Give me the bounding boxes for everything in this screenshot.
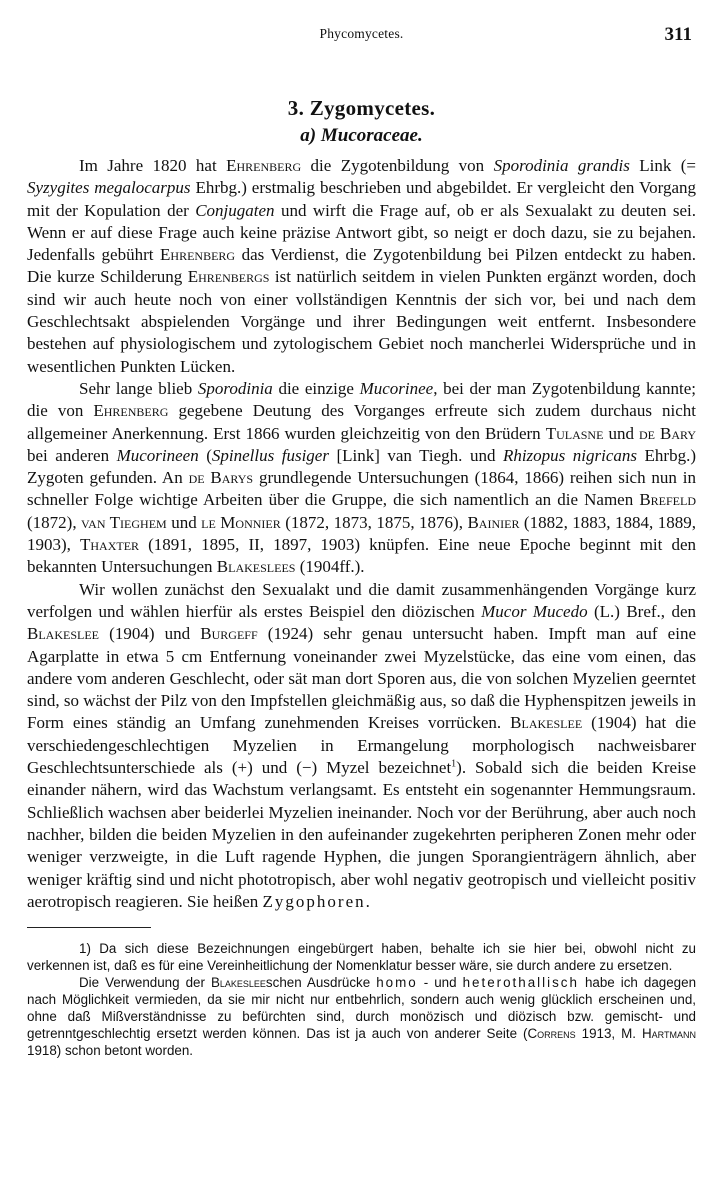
subsection-heading: a) Mucoraceae.: [300, 125, 423, 146]
footnote-divider: [27, 927, 151, 928]
paragraph-2: Sehr lange blieb Sporodinia die einzige Mucorinee, bei der man Zygotenbildung kannte; die von Ehrenberg gegebene Deutung des Vorganges erfreute sich zudem durchaus nicht allgemeiner Anerkennung. Erst 1866 wurden gleichzeitig von den Brüdern Tulasne und de Bary bei anderen Mucorineen (Spinellus fusiger [Link] van Tiegh. und Rhizopus nigricans Ehrbg.) Zygoten gefunden. An de Barys grundlegende Untersuchungen (1864, 1866) reihen sich nun in schneller Folge wichtige Arbeiten über die Gruppe, die sich namentlich an die Namen Brefeld (1872), van Tieghem und le Monnier (1872, 1873, 1875, 1876), Bainier (1882, 1883, 1884, 1889, 1903), Thaxter (1891, 1895, II, 1897, 1903) knüpfen. Eine neue Epoche beginnt mit den bekannten Untersuchungen Blakeslees (1904ff.).: [27, 378, 697, 577]
running-title: Phycomycetes.: [319, 26, 404, 41]
running-head: [27, 18, 696, 52]
footnote-1: 1) Da sich diese Bezeichnungen eingebürgert haben, behalte ich sie hier bei, obwohl nicht zu verkennen ist, daß es für eine Vereinheitlichung der Nomenklatur besser wäre, sie durch andere zu ersetzen.: [27, 941, 696, 974]
page-number: 311: [664, 24, 692, 45]
paragraph-1: Im Jahre 1820 hat Ehrenberg die Zygotenbildung von Sporodinia grandis Link (= Syzygites megalocarpus Ehrbg.) erstmalig beschrieben und abgebildet. Er vergleicht den Vorgang mit der Kopulation der Conjugaten und wirft die Frage auf, ob er als Sexualakt zu deuten sei. Wenn er auf diese Frage auch keine präzise Antwort gibt, so neigt er doch dazu, sie zu bejahen. Jedenfalls gebührt Ehrenberg das Verdienst, die Zygotenbildung bei Pilzen entdeckt zu haben. Die kurze Schilderung Ehrenbergs ist natürlich seitdem in vielen Punkten ergänzt worden, doch sind wir auch heute noch von einer vollständigen Kenntnis der sich vor, bei und nach dem Geschlechtsakt abspielenden Vorgänge und ihrer Bedingungen weit entfernt. Insbesondere bestehen auf physiologischem und zytologischem Gebiet noch mancherlei Widersprüche und in wesentlichen Punkten Lücken.: [27, 156, 697, 376]
footnote-1-continuation: Die Verwendung der Blakesleeschen Ausdrücke homo - und heterothallisch habe ich dagegen nach Möglichkeit vermieden, da sie mir nicht nur entbehrlich, sondern auch wenig glücklich erscheinen und, ohne daß Mißverständnisse zu befürchten sind, durch monözisch und diözisch bzw. gemischt- und getrenntgeschlechtig ersetzt werden können. Das ist ja auch von anderer Seite (Correns 1913, M. Hartmann 1918) schon betont worden.: [27, 975, 697, 1059]
footnotes: [27, 940, 696, 1059]
paragraph-3: Wir wollen zunächst den Sexualakt und die damit zusammenhängenden Vorgänge kurz verfolgen und wählen hierfür als erstes Beispiel den diözischen Mucor Mucedo (L.) Bref., den Blakeslee (1904) und Burgeff (1924) sehr genau untersucht haben. Impft man auf eine Agarplatte in etwa 5 cm Entfernung voneinander zwei Myzelstücke, das eine vom einen, das andere vom anderen Geschlecht, oder sät man dort Sporen aus, die von solchen Myzelien geerntet sind, so wächst der Pilz von den Impfstellen gleichmäßig aus, so daß die Hyphenspitzen jeweils in Form eines ständig an Umfang zunehmenden Kreises vorrücken. Blakeslee (1904) hat die verschiedengeschlechtigen Myzelien in Ermangelung morphologisch nachweisbarer Geschlechtsunterschiede als (+) und (−) Myzel bezeichnet$^1$). Sobald sich die beiden Kreise einander nähern, wird das Wachstum verlangsamt. Es entsteht ein sogenannter Hemmungsraum. Schließlich wachsen aber beiderlei Myzelien ineinander. Noch vor der Berührung, aber auch noch nachher, bilden die beiden Myzelien in den aufeinander zugekehrten peripheren Zonen mehr oder weniger verzweigte, in die Luft ragende Hyphen, die jungen Sporangienträgern ähnlich, aber weniger kräftig sind und nicht phototropisch, aber wohl negativ geotropisch und vielleicht positiv aerotropisch reagieren. Sie heißen Zygophoren.: [27, 579, 697, 911]
section-heading: 3. Zygomycetes.: [287, 96, 436, 120]
body-text: [27, 155, 696, 913]
footnote-marker: 1: [451, 758, 457, 770]
